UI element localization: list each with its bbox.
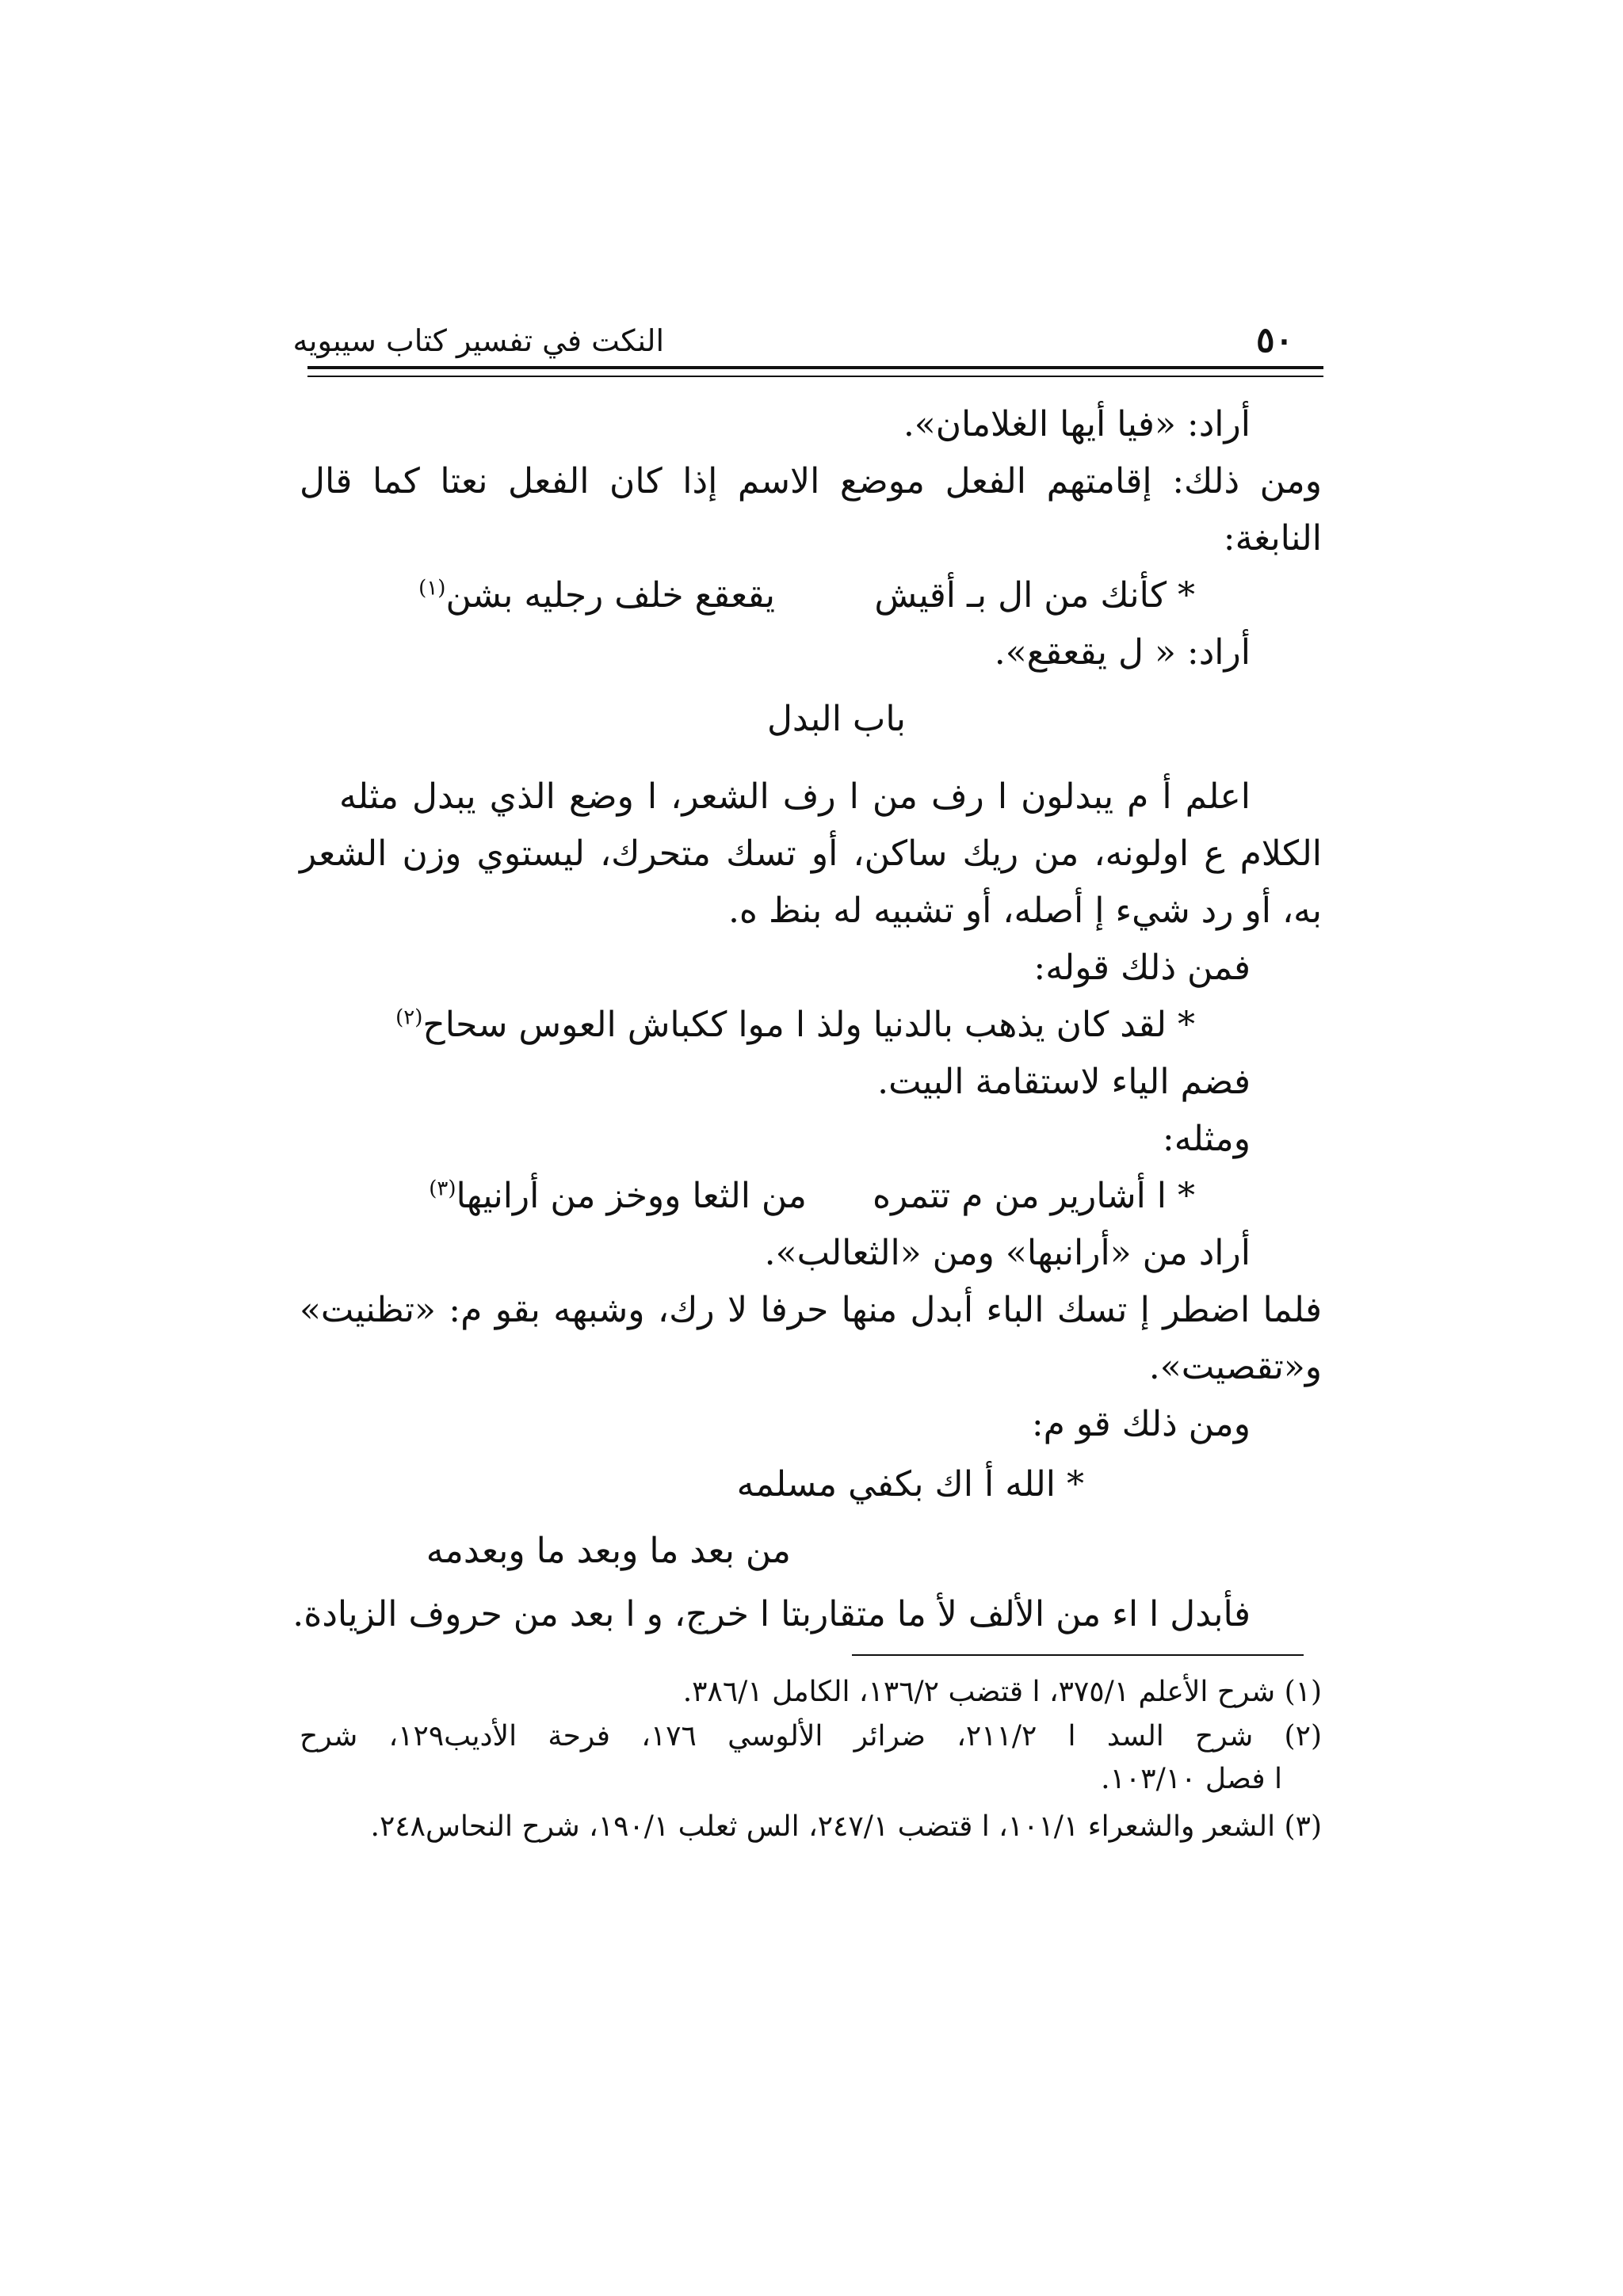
body-line-7: الكلام ع اولونه، من ريك ساكن، أو تسك متحرك، ليستوي وزن الشعر xyxy=(300,833,1322,874)
body-line-2: ومن ذلك: إقامتهم الفعل موضع الاسم إذا كان الفعل نعتا كما قال xyxy=(300,461,1322,502)
body-line-17: ومن ذلك قو م: xyxy=(1031,1404,1251,1444)
verse-4-second-hemistich: من بعد ما وبعد ما وبعدمه xyxy=(426,1531,791,1571)
page-number: ٥٠ xyxy=(1256,320,1294,360)
body-line-6: اعلم أ م يبدلون ا رف من ا رف الشعر، ا وضع الذي يبدل مثله xyxy=(339,776,1251,817)
section-heading: باب البدل xyxy=(766,699,906,739)
footnote-ref-2: (٢) xyxy=(395,1005,423,1030)
footnote-2-line-2: ا فصل ١٠٣/١٠. xyxy=(1101,1763,1282,1795)
footnote-ref-1: (١) xyxy=(418,576,446,601)
verse-2-text: * لقد كان يذهب بالدنيا ولذ ا موا ككباش العوس سحاح xyxy=(422,1005,1195,1045)
footnote-2-line-1: (٢) شرح السد ا ٢١١/٢، ضرائر الألوسي ١٧٦، فرحة الأديب١٢٩، شرح xyxy=(300,1720,1322,1753)
body-line-9: فمن ذلك قوله: xyxy=(1033,948,1251,988)
header-rule-thick xyxy=(307,366,1323,369)
verse-4-first-hemistich: * الله أ اك بكفي مسلمه xyxy=(736,1464,1084,1505)
body-line-14: أراد من «أرانبها» ومن «الثعالب». xyxy=(764,1233,1251,1273)
verse-1-text: يقعقع خلف رجليه بشن xyxy=(445,575,775,616)
body-line-11: فضم الياء لاستقامة البيت. xyxy=(877,1062,1251,1102)
body-line-16: و«تقصيت». xyxy=(1148,1347,1322,1387)
body-line-5: أراد: « ل يقعقع». xyxy=(994,632,1251,673)
verse-3-second-hemistich xyxy=(429,1174,807,1219)
body-line-20: فأبدل ا اء من الألف لأ ما متقاربتا ا خرج، و ا بعد من حروف الزيادة. xyxy=(292,1594,1251,1634)
verse-1-first-hemistich: * كأنك من ال بـ أقيش xyxy=(874,575,1195,616)
footnote-separator xyxy=(852,1654,1304,1656)
body-line-8: به، أو رد شيء إ أصله، أو تشبيه له بنظ ه. xyxy=(727,891,1322,931)
footnote-3: (٣) الشعر والشعراء ١٠١/١، ا قتضب ٢٤٧/١، الس ثعلب ١٩٠/١، شرح النحاس٢٤٨. xyxy=(370,1810,1322,1843)
header-rule-thin xyxy=(307,376,1323,377)
verse-3-first-hemistich: * ا أشارير من م تتمره xyxy=(872,1176,1195,1216)
body-line-12: ومثله: xyxy=(1162,1119,1251,1159)
body-line-1: أراد: «فيا أيها الغلامان». xyxy=(903,404,1251,444)
verse-2 xyxy=(395,1003,1195,1047)
verse-1-second-hemistich xyxy=(418,574,775,618)
verse-3-text: من الثعا ووخز من أرانيها xyxy=(456,1176,807,1216)
running-header-title: النكت في تفسير كتاب سيبويه xyxy=(292,323,664,358)
body-line-15: فلما اضطر إ تسك الباء أبدل منها حرفا لا رك، وشبهه بقو م: «تظنيت» xyxy=(300,1290,1322,1330)
footnote-1: (١) شرح الأعلم ٣٧٥/١، ا قتضب ١٣٦/٢، الكامل ٣٨٦/١. xyxy=(682,1676,1322,1708)
footnote-ref-3: (٣) xyxy=(429,1177,456,1201)
body-line-3: النابغة: xyxy=(1223,518,1322,559)
